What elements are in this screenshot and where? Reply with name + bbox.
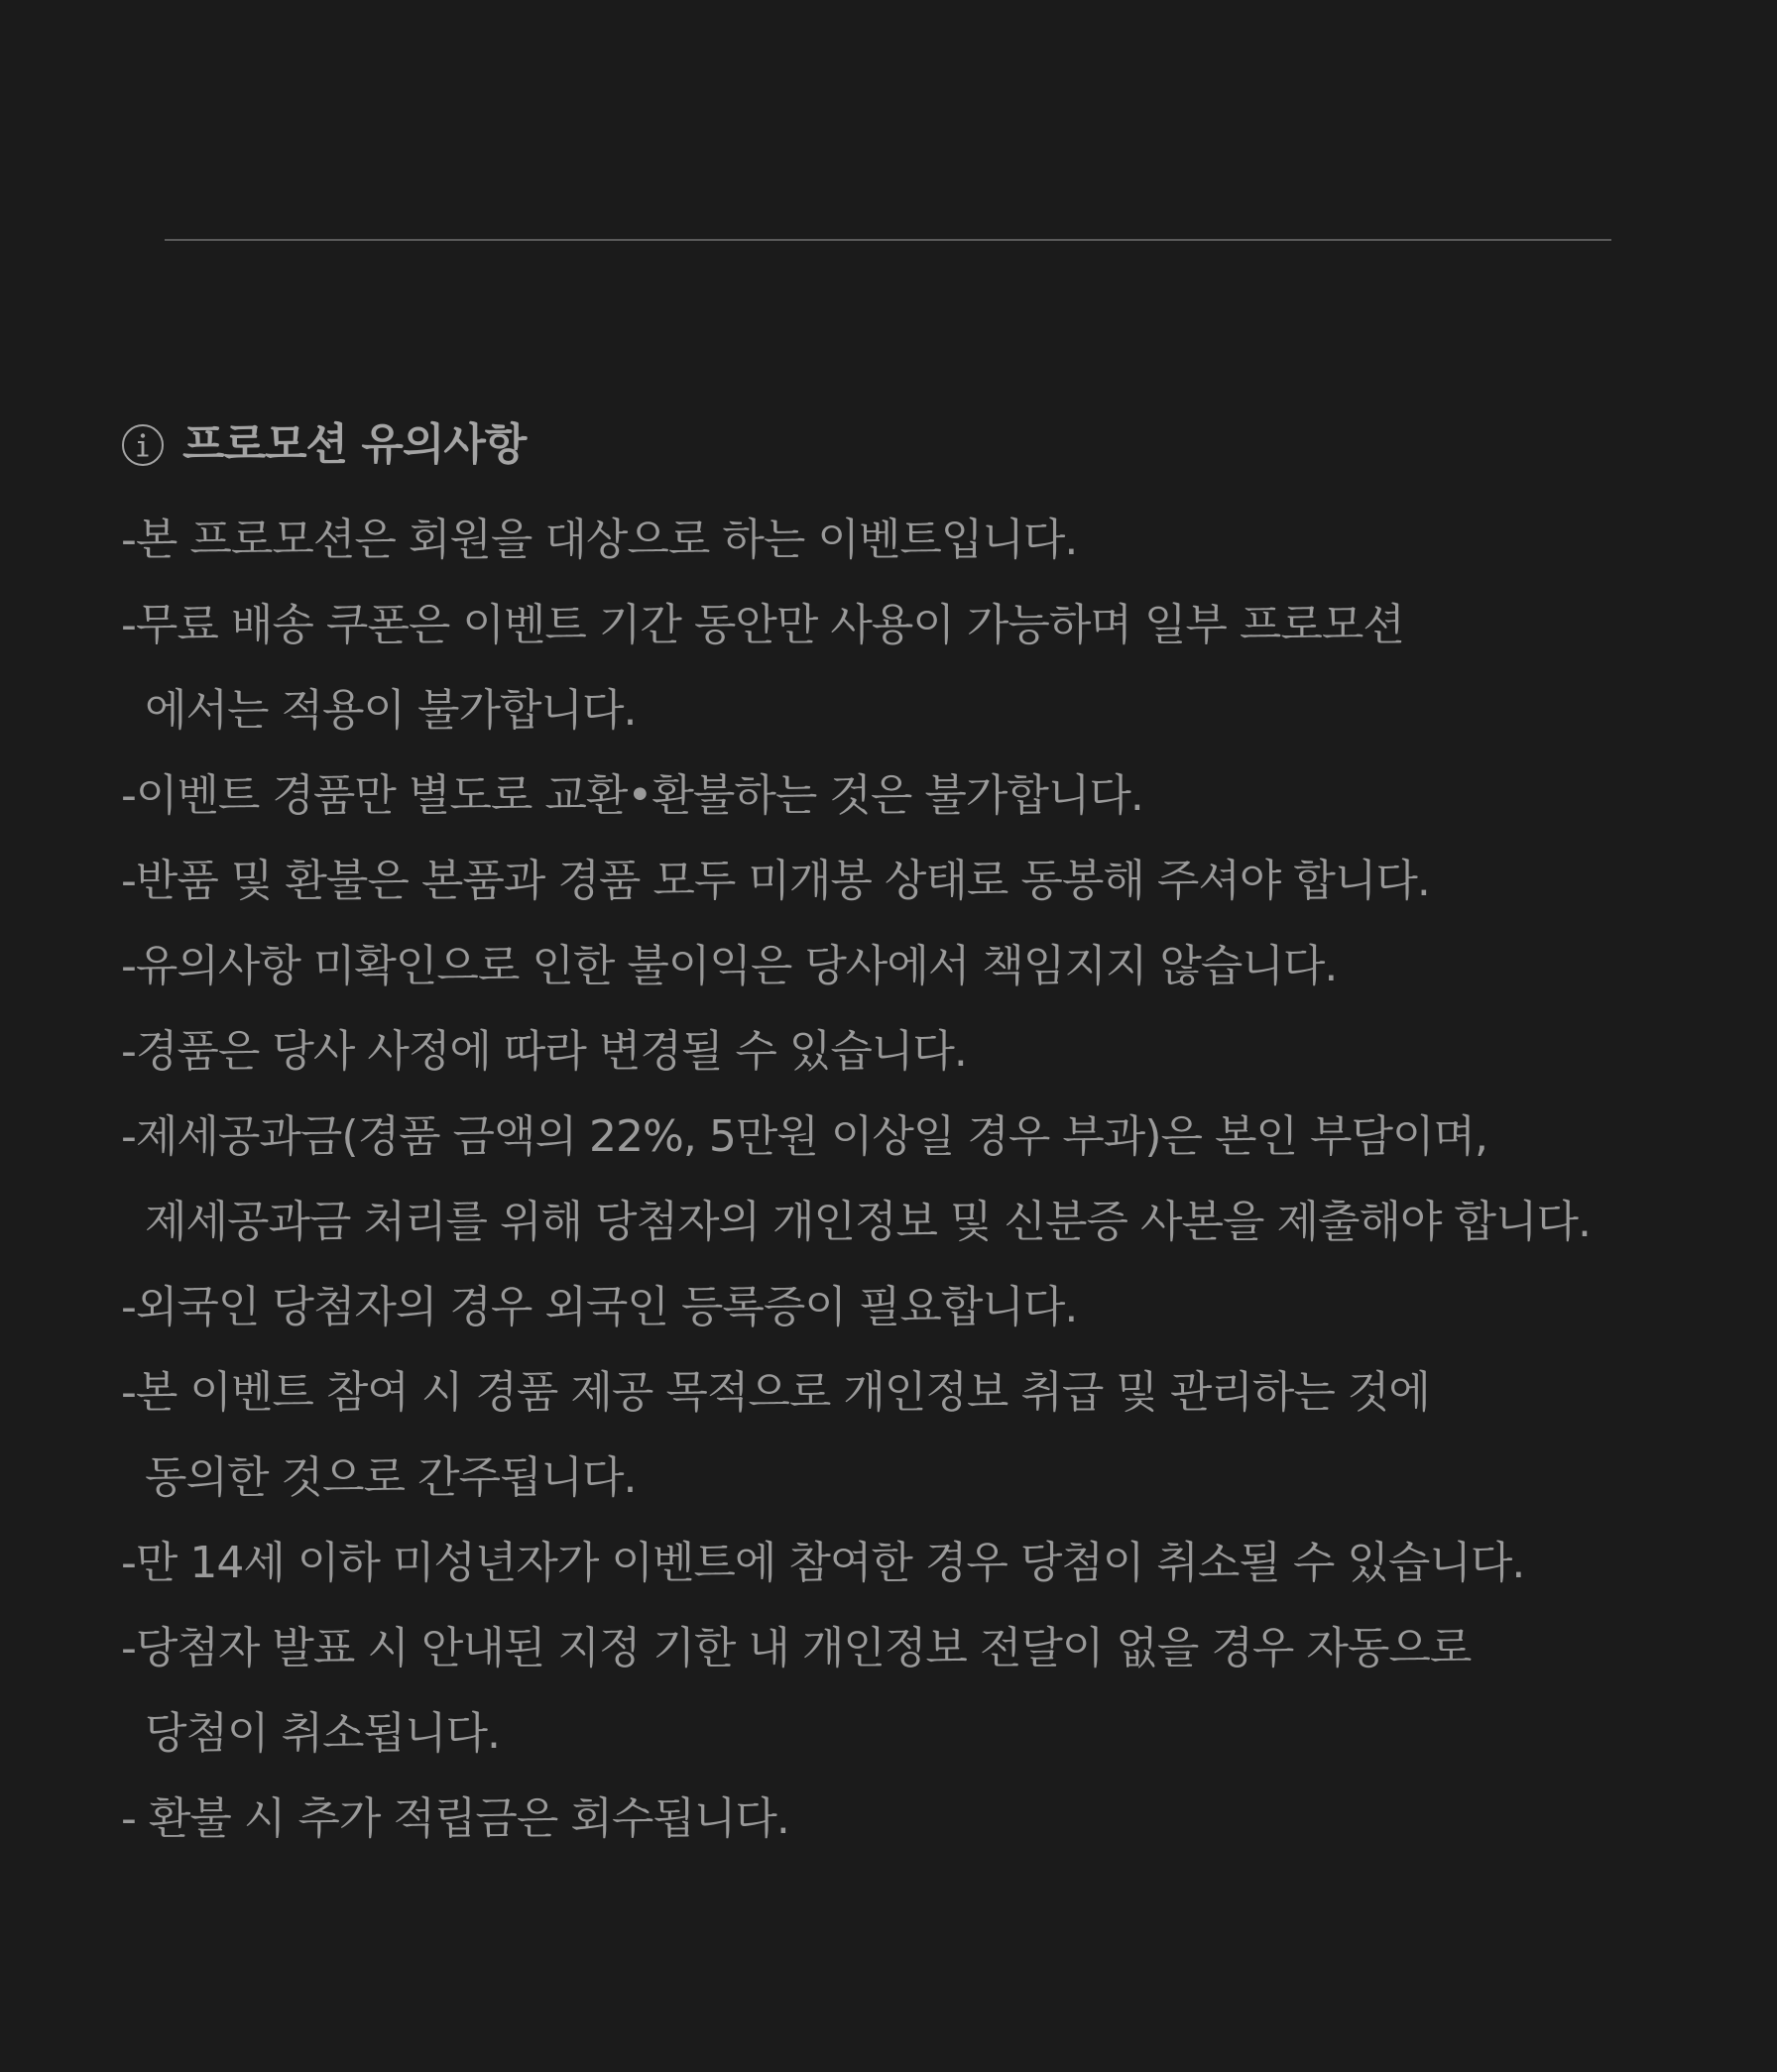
notice-item-continuation: 당첨이 취소됩니다.	[145, 1708, 501, 1759]
notice-item: - 환불 시 추가 적립금은 회수됩니다.	[121, 1793, 789, 1844]
notice-item-continuation: 에서는 적용이 불가합니다.	[145, 685, 637, 736]
notice-item: -경품은 당사 사정에 따라 변경될 수 있습니다.	[121, 1026, 967, 1077]
notice-item: -무료 배송 쿠폰은 이벤트 기간 동안만 사용이 가능하며 일부 프로모션	[121, 600, 1404, 650]
notice-item: -본 이벤트 참여 시 경품 제공 목적으로 개인정보 취급 및 관리하는 것에	[121, 1367, 1430, 1418]
notice-item: -제세공과금(경품 금액의 22%, 5만원 이상일 경우 부과)은 본인 부담이며,	[121, 1111, 1487, 1162]
notice-item: -만 14세 이하 미성년자가 이벤트에 참여한 경우 당첨이 취소될 수 있습니다.	[121, 1538, 1525, 1588]
notice-item-continuation: 제세공과금 처리를 위해 당첨자의 개인정보 및 신분증 사본을 제출해야 합니다.	[145, 1197, 1591, 1247]
section-divider	[165, 239, 1611, 241]
notice-item: -이벤트 경품만 별도로 교환•환불하는 것은 불가합니다.	[121, 770, 1143, 821]
notice-item: -유의사항 미확인으로 인한 불이익은 당사에서 책임지지 않습니다.	[121, 941, 1338, 991]
notice-item-continuation: 동의한 것으로 간주됩니다.	[145, 1452, 637, 1503]
notice-item: -반품 및 환불은 본품과 경품 모두 미개봉 상태로 동봉해 주셔야 합니다.	[121, 856, 1430, 906]
notice-list	[121, 498, 1747, 1862]
notice-item: -외국인 당첨자의 경우 외국인 등록증이 필요합니다.	[121, 1282, 1078, 1332]
notice-title: 프로모션 유의사항	[182, 419, 527, 470]
notice-item: -당첨자 발표 시 안내된 지정 기한 내 개인정보 전달이 없을 경우 자동으로	[121, 1623, 1472, 1673]
info-icon	[121, 423, 165, 467]
promotion-notice	[121, 414, 1747, 1862]
notice-header	[121, 414, 1747, 476]
notice-item: -본 프로모션은 회원을 대상으로 하는 이벤트입니다.	[121, 515, 1078, 565]
